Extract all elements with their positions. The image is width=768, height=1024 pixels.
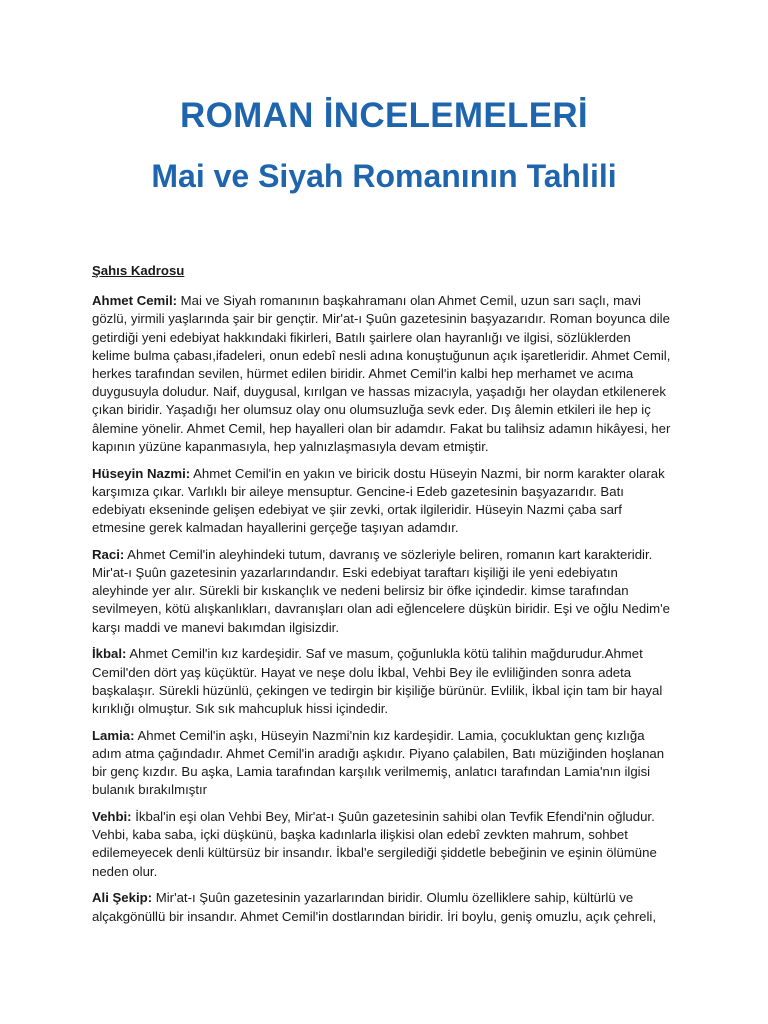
character-paragraph-lamia (92, 727, 672, 800)
document-body (92, 262, 672, 934)
character-description: Ahmet Cemil'in en yakın ve biricik dostu Hüseyin Nazmi, bir norm karakter olarak karşımıza çıkar. Varlıklı bir aileye mensuptur. Gencine-i Edeb gazetesinin başyazarıdır. Batı edebiyatı ekseninde gelişen edebiyat ve şiir zevki, ortak ilgileridir. Hüseyin Nazmi çaba sarf etmesine gerek kalmadan hayallerini gerçeğe taşıyan adamdır. (92, 465, 665, 536)
character-name: Ahmet Cemil: (92, 293, 177, 309)
character-name: Vehbi: (92, 808, 132, 824)
section-heading: Şahıs Kadrosu (92, 263, 185, 278)
character-description: Mai ve Siyah romanının başkahramanı olan Ahmet Cemil, uzun sarı saçlı, mavi gözlü, yirmili yaşlarında şair bir gençtir. Mir'at-ı Şuûn gazetesinin başyazarıdır. Roman boyunca dile getirdiği yeni edebiyat hakkındaki fikirleri, Batılı şairlere olan hayranlığı ve ilgisi, sözlüklerden kelime bulma çabası,ifadeleri, onun edebî nesli adına konuştuğunun açık işaretleridir. Ahmet Cemil, herkes tarafından sevilen, hürmet edilen biridir. Ahmet Cemil'in kalbi hep merhamet ve acıma duygusuyla doludur. Naif, duygusal, kırılgan ve hassas mizacıyla, yaşadığı her olaydan etkilenerek çıkan biridir. Yaşadığı her olumsuz olay onu olumsuzluğa sevk eder. Dış âlemin etkileri ile hep iç âlemine yönelir. Ahmet Cemil, hep hayalleri olan bir adamdır. Fakat bu talihsiz adamın hikâyesi, her kapının yüzüne kapanmasıyla, hep yalnızlaşmasıyla devam etmiştir. (92, 293, 671, 454)
character-paragraph-raci (92, 546, 672, 637)
character-name: İkbal: (92, 646, 127, 662)
document-subtitle: Mai ve Siyah Romanının Tahlili (151, 158, 617, 194)
character-paragraph-vehbi (92, 808, 672, 881)
character-description: Ahmet Cemil'in aşkı, Hüseyin Nazmi'nin kız kardeşidir. Lamia, çocukluktan genç kızlığa adım atma çağındadır. Ahmet Cemil'in aradığı aşkıdır. Piyano çalabilen, Batı müziğinden hoşlanan bir genç kızdır. Bu aşka, Lamia tarafından karşılık verilmemiş, anlatıcı tarafından Lamia'nın ilgisi bulanık bırakılmıştır (92, 727, 665, 798)
character-name: Raci: (92, 546, 125, 562)
character-description: Mir'at-ı Şuûn gazetesinin yazarlarından biridir. Olumlu özelliklere sahip, kültürlü ve alçakgönüllü bir insandır. Ahmet Cemil'in dostlarından biridir. İri boylu, geniş omuzlu, açık çehreli, (92, 890, 656, 924)
character-description: İkbal'in eşi olan Vehbi Bey, Mir'at-ı Şuûn gazetesinin sahibi olan Tevfik Efendi'nin oğludur. Vehbi, kaba saba, içki düşkünü, başka kadınlarla ilişkisi olan edebî zevkten mahrum, sohbet edilemeyecek denli kültürsüz bir insandır. İkbal'e sergilediği şiddetle bebeğinin ve eşinin ölümüne neden olur. (92, 808, 657, 879)
document-title: ROMAN İNCELEMELERİ (180, 96, 588, 135)
character-paragraph-ahmet-cemil (92, 292, 672, 456)
character-paragraph-ikbal (92, 645, 672, 718)
character-name: Ali Şekip: (92, 890, 153, 906)
character-description: Ahmet Cemil'in kız kardeşidir. Saf ve masum, çoğunlukla kötü talihin mağdurudur.Ahmet Cemil'den dört yaş küçüktür. Hayat ve neşe dolu İkbal, Vehbi Bey ile evliliğinden sonra adeta başkalaşır. Sürekli hüzünlü, çekingen ve tedirgin bir kişiliğe bürünür. Evlilik, İkbal için tam bir hayal kırıklığı olmuştur. Sık sık mahcupluk hissi içindedir. (92, 646, 663, 716)
character-name: Lamia: (92, 727, 135, 743)
character-description: Ahmet Cemil'in aleyhindeki tutum, davranış ve sözleriyle beliren, romanın kart karakteridir. Mir'at-ı Şuûn gazetesinin yazarlarındandır. Eski edebiyat taraftarı kişiliği ile yeni edebiyatın aleyhinde yer alır. Sürekli bir kıskançlık ve nedeni belirsiz bir öfke içindedir. kimse tarafından sevilmeyen, kötü alışkanlıkları, davranışları olan adi eğlencelere düşkün biridir. Eşi ve oğlu Nedim'e karşı maddi ve manevi bakımdan ilgisizdir. (92, 546, 670, 635)
character-paragraph-ali-sekip (92, 889, 672, 925)
character-paragraph-huseyin-nazmi (92, 465, 672, 538)
character-name: Hüseyin Nazmi: (92, 465, 191, 481)
